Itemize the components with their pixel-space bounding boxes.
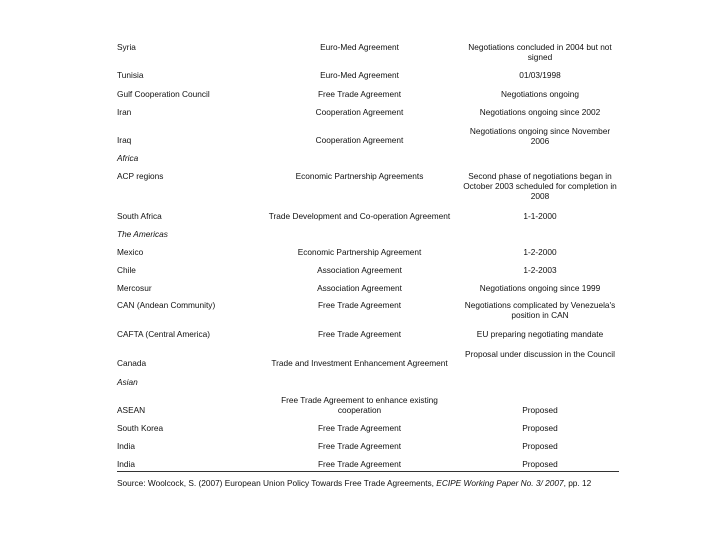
agreement-cell: Free Trade Agreement [317,459,401,469]
status-cell: 01/03/1998 [519,70,561,80]
country-cell: Mercosur [117,283,152,293]
agreement-cell: Trade and Investment Enhancement Agreement [271,358,448,368]
status-cell: Proposal under discussion in the Council [465,349,615,359]
status-cell: Negotiations ongoing since November 2006 [469,126,611,146]
country-cell: CAN (Andean Community) [117,300,216,310]
country-cell: Mexico [117,247,144,257]
country-cell: ACP regions [117,171,164,181]
source-italic-text: ECIPE Working Paper No. 3/ 2007 [436,478,564,488]
agreement-cell: Free Trade Agreement [317,300,401,310]
status-cell: Negotiations ongoing since 2002 [479,107,601,117]
agreement-cell: Cooperation Agreement [315,135,404,145]
country-cell: India [117,441,135,451]
country-cell: Chile [117,265,136,275]
country-cell: Canada [117,358,147,368]
country-cell: India [117,459,135,469]
agreement-cell: Free Trade Agreement [317,329,401,339]
status-cell: EU preparing negotiating mandate [476,329,604,339]
agreement-cell: Economic Partnership Agreements [295,171,424,181]
table-bottom-rule [117,471,619,472]
status-cell: Negotiations ongoing [501,89,579,99]
status-cell: Proposed [522,405,558,415]
country-cell: Syria [117,42,136,52]
status-cell: Negotiations ongoing since 1999 [479,283,601,293]
country-cell: Gulf Cooperation Council [117,89,210,99]
agreement-cell: Association Agreement [317,283,402,293]
country-cell: South Korea [117,423,164,433]
agreement-cell: Cooperation Agreement [315,107,404,117]
source-text: Source: Woolcock, S. (2007) European Union Policy Towards Free Trade Agreements, [117,478,437,488]
country-cell: ASEAN [117,405,146,415]
agreement-cell: Euro-Med Agreement [320,70,399,80]
status-cell: Proposed [522,441,558,451]
source-note [117,478,627,489]
agreement-cell: Association Agreement [317,265,402,275]
agreement-cell: Free Trade Agreement [317,441,401,451]
agreement-cell: Trade Development and Co-operation Agreement [268,211,451,221]
agreement-cell: Euro-Med Agreement [320,42,399,52]
country-cell: CAFTA (Central America) [117,329,210,339]
region-heading-africa: Africa [117,153,139,163]
agreement-cell: Free Trade Agreement [317,89,401,99]
status-cell: 1-2-2003 [523,265,557,275]
country-cell: Iraq [117,135,132,145]
country-cell: Iran [117,107,132,117]
country-cell: South Africa [117,211,162,221]
source-suffix-text: , pp. 12 [563,478,592,488]
status-cell: Proposed [522,459,558,469]
country-cell: Tunisia [117,70,144,80]
status-cell: Negotiations complicated by Venezuela's position in CAN [464,300,616,320]
region-heading-americas: The Americas [117,229,168,239]
agreement-cell: Economic Partnership Agreement [297,247,422,257]
status-cell: 1-1-2000 [523,211,557,221]
agreement-cell: Free Trade Agreement [317,423,401,433]
region-heading-asian: Asian [117,377,138,387]
status-cell: 1-2-2000 [523,247,557,257]
status-cell: Negotiations concluded in 2004 but not signed [468,42,612,62]
agreement-cell: Free Trade Agreement to enhance existing cooperation [281,395,438,415]
status-cell: Proposed [522,423,558,433]
status-cell: Second phase of negotiations began in October 2003 scheduled for completion in 2008 [463,171,617,201]
